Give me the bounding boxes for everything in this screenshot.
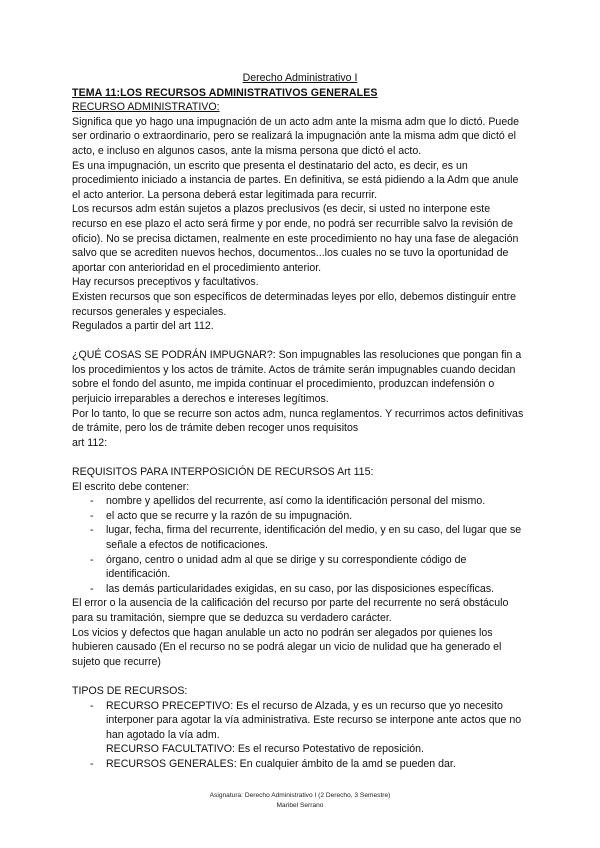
document-body: [72, 71, 528, 772]
impugnar-paragraph: art 112:: [72, 436, 108, 449]
footer-subject: Asignatura: Derecho Administrativo I (2 Derecho, 3 Semestre): [209, 792, 391, 799]
section-title-recurso: RECURSO ADMINISTRATIVO:: [72, 101, 220, 114]
intro-paragraph: Regulados a partir del art 112.: [72, 320, 214, 333]
list-item: - nombre y apellidos del recurrente, así como la identificación personal del mismo.: [72, 494, 528, 509]
intro-paragraph: Existen recursos que son específicos de determinadas leyes por ello, debemos distinguir entre recursos generales y especiales.: [72, 290, 517, 318]
course-title: Derecho Administrativo I: [242, 72, 358, 84]
requisitos-list: [72, 494, 528, 596]
intro-paragraph: Es una impugnación, un escrito que presenta el destinatario del acto, es decir, es un procedimiento iniciado a instancia de partes. En definitiva, se está pidiendo a la Adm que anule el acto anterior. La persona deberá estar legitimada para recurrir.: [72, 159, 519, 201]
requisitos-heading: REQUISITOS PARA INTERPOSICIÓN DE RECURSOS Art 115:: [72, 466, 374, 479]
list-item: - RECURSO PRECEPTIVO: Es el recurso de Alzada, y es un recurso que yo necesito interponer para agotar la vía administrativa. Este recurso se interpone ante actos que no han agotado la vía adm.: [72, 699, 528, 743]
intro-paragraph: Los recursos adm están sujetos a plazos preclusivos (es decir, si usted no interpone este recurso en ese plazo el acto será firme y por ende, no podrá ser recurrible salvo la revisión de oficio). No se precisa dictamen, realmente en este procedimiento no hay una fase de alegación salvo que se acrediten nuevos hechos, documentos...los cuales no se tuvo la oportunidad de aportar con anterioridad en el procedimiento anterior.: [72, 203, 519, 274]
tipos-list: [72, 699, 528, 772]
list-item: - el acto que se recurre y la razón de su impugnación.: [72, 509, 528, 524]
spacer: [72, 669, 528, 684]
requisitos-intro: El escrito debe contener:: [72, 480, 190, 493]
requisitos-note: Los vicios y defectos que hagan anulable un acto no podrán ser alegados por quienes los hubieren causado (En el recurso no se podrá alegar un vicio de nulidad que ha generado el sujeto que recurre): [72, 626, 502, 668]
requisitos-note: El error o la ausencia de la calificación del recurso por parte del recurrente no será obstáculo para su tramitación, siempre que se deduzca su verdadero carácter.: [72, 597, 509, 624]
list-item: - lugar, fecha, firma del recurrente, identificación del medio, y en su caso, del lugar que se señale a efectos de notificaciones.: [72, 523, 528, 552]
footer: [0, 791, 600, 810]
list-item: - órgano, centro o unidad adm al que se dirige y su correspondiente código de identificación.: [72, 553, 528, 582]
topic-title: TEMA 11:LOS RECURSOS ADMINISTRATIVOS GENERALES: [72, 86, 378, 99]
list-item: - las demás particularidades exigidas, en su caso, por las disposiciones específicas.: [72, 582, 528, 597]
intro-paragraph: Hay recursos preceptivos y facultativos.: [72, 276, 259, 289]
spacer: [72, 334, 528, 349]
list-item: - RECURSOS GENERALES: En cualquier ámbito de la amd se pueden dar.: [72, 757, 528, 772]
impugnar-paragraph: ¿QUÉ COSAS SE PODRÁN IMPUGNAR?: Son impugnables las resoluciones que pongan fin a los procedimientos y los actos de trámite. Actos de trámite serán impugnables cuando decidan sobre el fondo del asunto, me impida continuar el procedimiento, produzcan indefensión o perjuicio irreparables a derechos e intereses legítimos.: [72, 349, 522, 406]
spacer: [72, 450, 528, 465]
intro-paragraph: Significa que yo hago una impugnación de un acto adm ante la misma adm que lo dictó. Puede ser ordinario o extraordinario, pero se realizará la impugnación ante la misma adm que dictó el acto, e incluso en algunos casos, ante la misma persona que dictó el acto.: [72, 115, 519, 157]
list-item-continuation: RECURSO FACULTATIVO: Es el recurso Potestativo de reposición.: [106, 743, 424, 756]
footer-author: Maribel Serrano: [276, 801, 324, 809]
impugnar-paragraph: Por lo tanto, lo que se recurre son actos adm, nunca reglamentos. Y recurrimos actos definitivas de trámite, pero los de trámite deben recoger unos requisitos: [72, 407, 524, 435]
tipos-heading: TIPOS DE RECURSOS:: [72, 684, 188, 697]
